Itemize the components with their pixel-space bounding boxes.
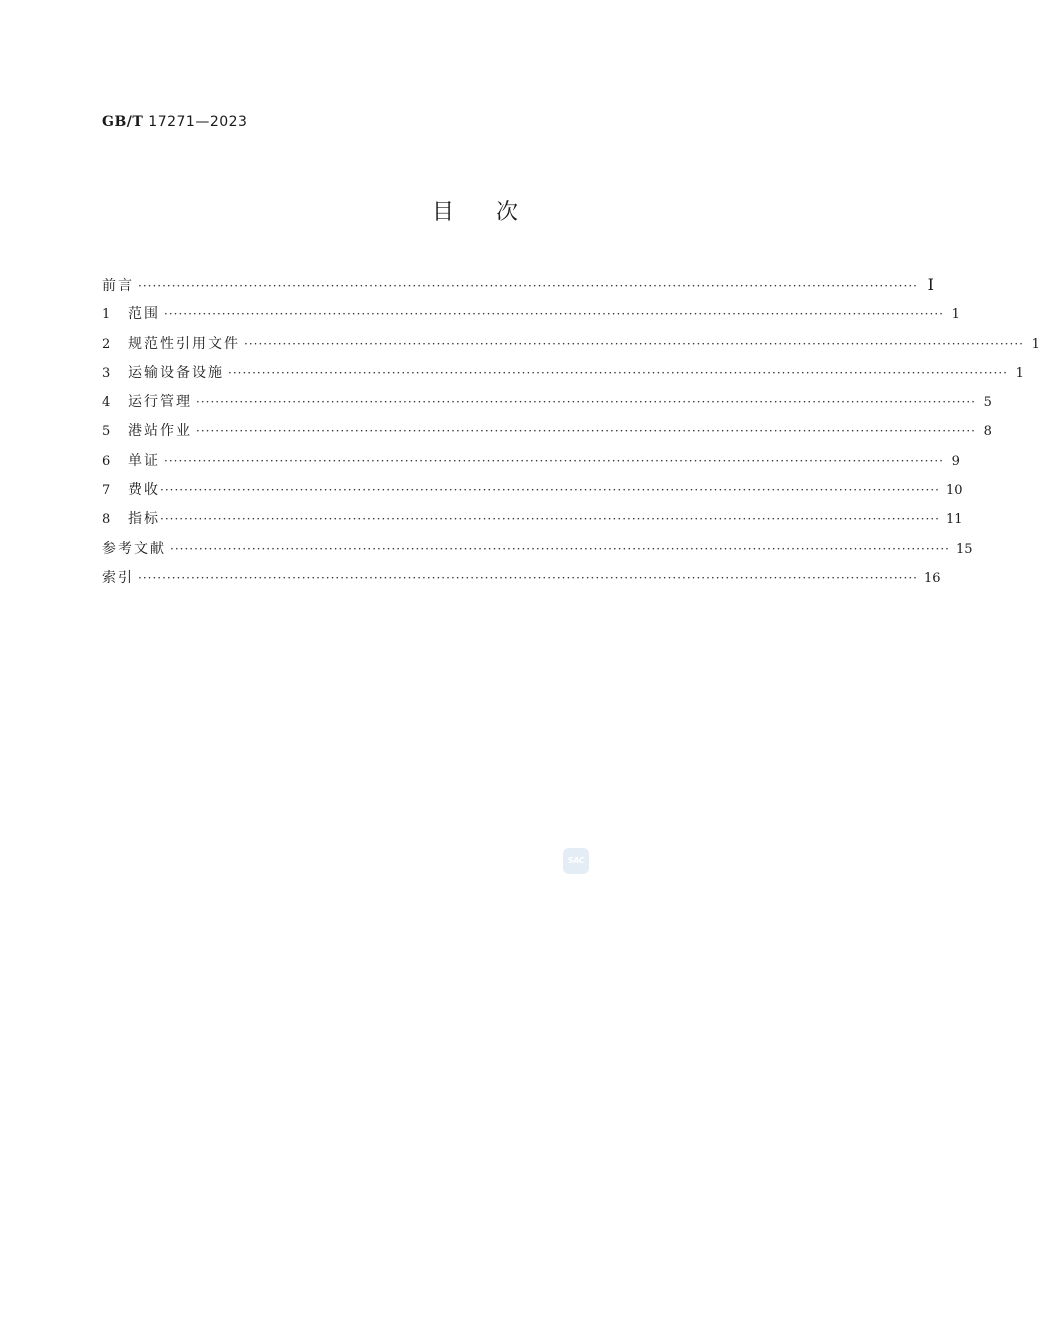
toc-entry-page: Ⅰ — [927, 275, 934, 294]
standard-code — [102, 114, 247, 130]
toc-leader-dots: ·································································································································································· — [196, 395, 976, 410]
toc-entry-label: 前言 — [102, 278, 134, 294]
toc-entry-label: 规范性引用文件 — [128, 335, 240, 352]
toc-entry-scope[interactable] — [102, 303, 960, 332]
toc-entry-label: 费收 — [128, 482, 160, 499]
toc-entry-number: 2 — [102, 336, 111, 352]
toc-entry-number: 8 — [102, 512, 111, 528]
toc-entry-label: 运输设备设施 — [128, 364, 224, 381]
toc-entry-page: 1 — [951, 307, 960, 323]
toc-entry-label: 指标 — [128, 511, 160, 528]
toc-entry-page: 1 — [1015, 365, 1024, 381]
toc-entry-port-station-operation[interactable] — [102, 420, 992, 449]
standard-code-number: 17271—2023 — [148, 114, 248, 130]
toc-entry-page: 15 — [955, 541, 973, 557]
toc-leader-dots: ·································································································································································· — [196, 424, 976, 439]
toc-entry-normative-references[interactable] — [102, 333, 1040, 362]
toc-entry-charges[interactable] — [102, 479, 963, 508]
toc-leader-dots: ·································································································································································· — [228, 365, 1008, 380]
toc-entry-index[interactable] — [102, 567, 941, 596]
toc-title-char-2: 次 — [496, 200, 519, 225]
table-of-contents — [102, 274, 1040, 596]
toc-entry-number: 3 — [102, 365, 111, 381]
toc-leader-dots: ·································································································································································· — [160, 512, 940, 527]
sac-watermark-logo — [563, 848, 589, 874]
toc-entry-label: 索引 — [102, 569, 134, 586]
toc-entry-indicators[interactable] — [102, 508, 963, 537]
toc-leader-dots: ·································································································································································· — [138, 279, 918, 293]
toc-entry-label: 范围 — [128, 306, 160, 323]
toc-entry-page: 8 — [983, 424, 992, 440]
toc-entry-label: 港站作业 — [128, 423, 192, 440]
toc-entry-page: 16 — [923, 570, 941, 586]
toc-entry-number: 7 — [102, 483, 111, 499]
toc-entry-number: 5 — [102, 424, 111, 440]
toc-entry-number: 1 — [102, 307, 111, 323]
toc-entry-page: 9 — [951, 453, 960, 469]
toc-entry-documents[interactable] — [102, 450, 960, 479]
toc-title-char-1: 目 — [431, 200, 454, 225]
toc-leader-dots: ·································································································································································· — [164, 307, 944, 322]
toc-title — [0, 195, 950, 226]
toc-entry-label: 参考文献 — [102, 540, 166, 557]
toc-entry-label: 单证 — [128, 452, 160, 469]
toc-leader-dots: ·································································································································································· — [160, 483, 940, 498]
toc-entry-number: 6 — [102, 453, 111, 469]
toc-entry-operation-management[interactable] — [102, 391, 992, 420]
toc-entry-foreword[interactable] — [102, 274, 934, 303]
toc-entry-transport-equipment[interactable] — [102, 362, 1024, 391]
toc-entry-page: 1 — [1031, 336, 1040, 352]
toc-entry-page: 11 — [945, 512, 963, 528]
sac-watermark-text: SAC — [567, 856, 585, 865]
standard-code-prefix: GB/T — [102, 114, 144, 130]
toc-entry-label: 运行管理 — [128, 394, 192, 411]
toc-entry-page: 10 — [945, 483, 963, 499]
toc-entry-page: 5 — [983, 395, 992, 411]
toc-leader-dots: ·································································································································································· — [138, 570, 918, 585]
toc-leader-dots: ·································································································································································· — [170, 541, 950, 556]
toc-leader-dots: ·································································································································································· — [244, 336, 1024, 351]
toc-entry-bibliography[interactable] — [102, 538, 973, 567]
toc-entry-number: 4 — [102, 395, 111, 411]
toc-leader-dots: ·································································································································································· — [164, 453, 944, 468]
